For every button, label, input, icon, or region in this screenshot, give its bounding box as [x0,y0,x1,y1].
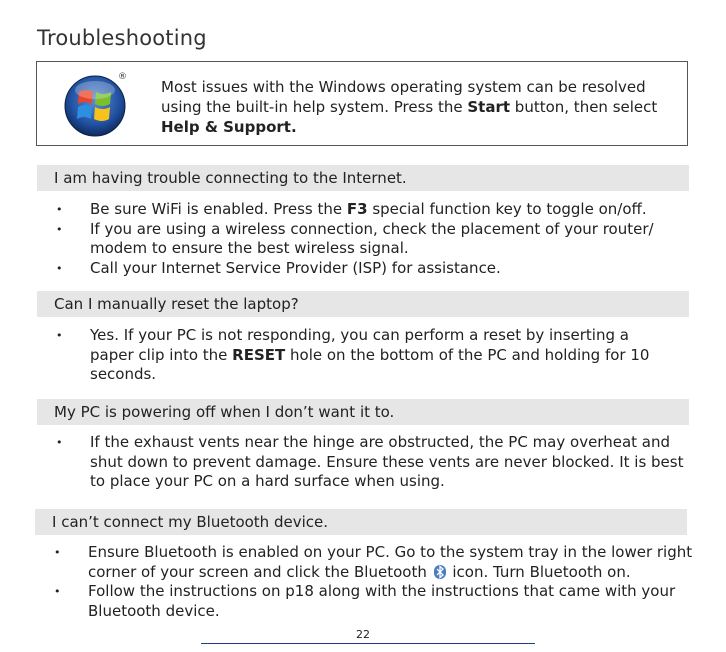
list-item: • Be sure WiFi is enabled. Press the F3 special function key to toggle on/off. [56,200,647,218]
list-item: • Call your Internet Service Provider (ISP) for assistance. [56,258,501,277]
list-item: • Ensure Bluetooth is enabled on your PC. Go to the system tray in the lower right corner of your screen and click the Bluetooth icon. Turn Bluetooth on. [54,543,693,581]
bullet-icon: • [54,585,61,598]
bluetooth-icon [434,565,446,579]
power-bullets [54,433,694,492]
windows-logo-icon [61,70,129,138]
windows-help-callout [36,61,688,146]
bullet-icon: • [56,222,63,236]
list-item: • If the exhaust vents near the hinge are obstructed, the PC may overheat and shut down to prevent damage. Ensure these vents are never blocked. It is best to place your PC on a hard surface when using. [56,433,684,490]
section-header-bluetooth: I can’t connect my Bluetooth device. [35,509,687,535]
list-item: • If you are using a wireless connection, check the placement of your router/ modem to ensure the best wireless signal. [56,219,654,257]
reset-bullets [54,326,664,385]
bullet-icon: • [56,329,63,342]
bullet-icon: • [56,261,63,275]
section-header-reset: Can I manually reset the laptop? [37,291,689,317]
registered-mark: ® [118,72,127,82]
bullet-icon: • [56,203,63,216]
section-header-internet: I am having trouble connecting to the Internet. [37,165,689,191]
list-item: • Yes. If your PC is not responding, you can perform a reset by inserting a paper clip into the RESET hole on the bottom of the PC and holding for 10 seconds. [56,326,650,383]
internet-bullets [54,200,694,278]
footer-divider [201,643,535,644]
callout-text: Most issues with the Windows operating system can be resolved using the built-in help system. Press the Start button, then select Help & Support. [161,78,658,136]
page-title: Troubleshooting [37,26,207,50]
bluetooth-bullets [52,543,694,621]
section-header-power: My PC is powering off when I don’t want it to. [37,399,689,425]
bullet-icon: • [56,436,63,449]
bullet-icon: • [54,546,61,559]
page-number: 22 [356,628,370,641]
list-item: • Follow the instructions on p18 along with the instructions that came with your Bluetooth device. [54,582,676,620]
